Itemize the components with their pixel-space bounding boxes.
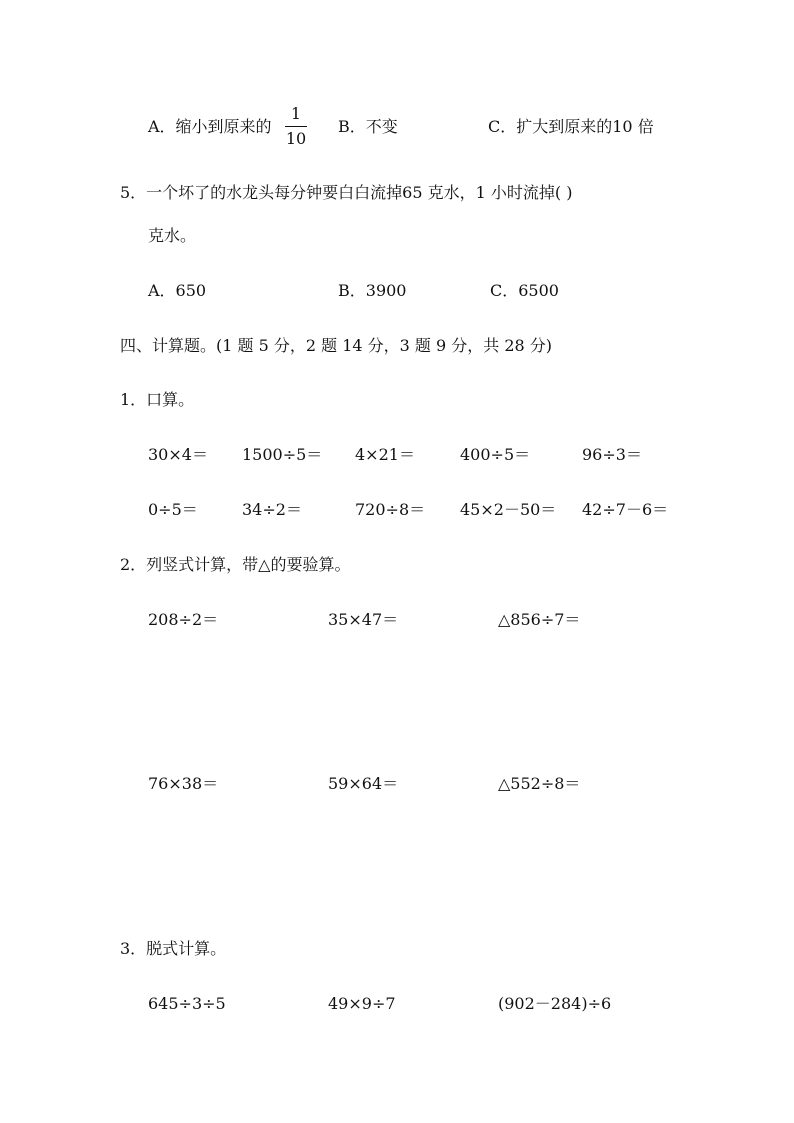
q2-item: 76×38＝: [148, 774, 219, 793]
q2-item: 35×47＝: [328, 610, 399, 629]
q4-option-c: C．扩大到原来的10 倍: [488, 117, 654, 136]
q1-item: 96÷3＝: [582, 445, 642, 464]
q5-question-line2: 克水。: [148, 226, 197, 245]
section-heading: 四、计算题。(1 题 5 分，2 题 14 分，3 题 9 分，共 28 分): [120, 336, 553, 355]
q3-title: 3．脱式计算。: [120, 939, 227, 958]
q1-item: 400÷5＝: [460, 445, 531, 464]
q5-question-line1: 5．一个坏了的水龙头每分钟要白白流掉65 克水，1 小时流掉( ): [120, 183, 573, 202]
q4-option-b: B．不变: [338, 117, 398, 136]
q1-item: 4×21＝: [355, 445, 415, 464]
q5-option-a: A．650: [148, 281, 207, 300]
q3-item: (902－284)÷6: [498, 994, 612, 1013]
q5-option-b: B．3900: [338, 281, 407, 300]
q2-item: 59×64＝: [328, 774, 399, 793]
q1-item: 42÷7－6＝: [582, 500, 669, 519]
q1-item: 45×2－50＝: [460, 500, 557, 519]
q2-item: △856÷7＝: [498, 610, 581, 629]
q4-option-a-text: A．缩小到原来的: [148, 117, 272, 136]
fraction-bar: [285, 126, 307, 127]
q1-item: 1500÷5＝: [242, 445, 323, 464]
fraction-numerator: 1: [290, 104, 302, 123]
q1-item: 30×4＝: [148, 445, 208, 464]
q3-item: 49×9÷7: [328, 994, 396, 1013]
q4-option-a-fraction: [285, 104, 307, 149]
q1-item: 34÷2＝: [242, 500, 302, 519]
q2-item: 208÷2＝: [148, 610, 219, 629]
q1-title: 1．口算。: [120, 390, 195, 409]
q1-item: 720÷8＝: [355, 500, 426, 519]
q2-item: △552÷8＝: [498, 774, 581, 793]
q1-item: 0÷5＝: [148, 500, 198, 519]
q2-title: 2．列竖式计算，带△的要验算。: [120, 555, 351, 574]
q3-item: 645÷3÷5: [148, 994, 226, 1013]
q5-option-c: C．6500: [490, 281, 559, 300]
fraction-denominator: 10: [285, 129, 307, 148]
